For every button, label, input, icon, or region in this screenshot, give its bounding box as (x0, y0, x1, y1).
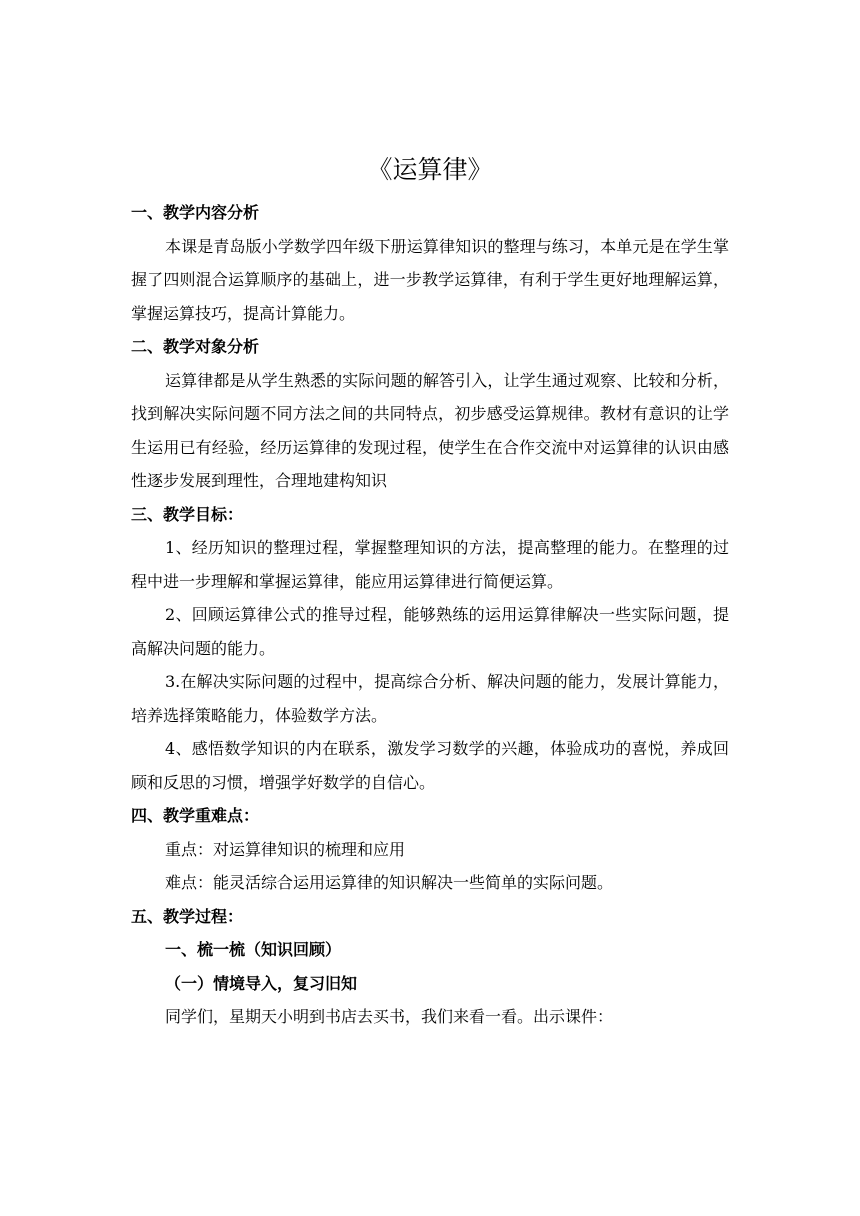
objective-item: 3.在解决实际问题的过程中，提高综合分析、解决问题的能力，发展计算能力，培养选择策略能力，体验数学方法。 (131, 672, 729, 725)
difficult-point: 难点：能灵活综合运用运算律的知识解决一些简单的实际问题。 (165, 873, 614, 892)
subheading-intro: （一）情境导入，复习旧知 (165, 973, 358, 993)
section-heading-process: 五、教学过程： (131, 906, 244, 926)
paragraph: 运算律都是从学生熟悉的实际问题的解答引入，让学生通过观察、比较和分析，找到解决实际问题不同方法之间的共同特点，初步感受运算规律。教材有意识的让学生运用已有经验，经历运算律的发现过程，使学生在合作交流中对运算律的认识由感性逐步发展到理性，合理地建构知识 (131, 370, 729, 490)
paragraph: 本课是青岛版小学数学四年级下册运算律知识的整理与练习，本单元是在学生掌握了四则混合运算顺序的基础上，进一步教学运算律，有利于学生更好地理解运算，掌握运算技巧，提高计算能力。 (131, 236, 729, 323)
section-heading-key-points: 四、教学重难点： (131, 806, 260, 825)
document-body (131, 196, 729, 1034)
subheading-review: 一、梳一梳（知识回顾） (165, 940, 342, 959)
paragraph: 同学们，星期天小明到书店去买书，我们来看一看。出示课件： (165, 1007, 614, 1026)
objective-item: 4、感悟数学知识的内在联系，激发学习数学的兴趣，体验成功的喜悦，养成回顾和反思的习惯，增强学好数学的自信心。 (131, 739, 729, 792)
objective-item: 2、回顾运算律公式的推导过程，能够熟练的运用运算律解决一些实际问题，提高解决问题的能力。 (131, 605, 729, 658)
key-point: 重点：对运算律知识的梳理和应用 (165, 839, 406, 859)
objective-item: 1、经历知识的整理过程，掌握整理知识的方法，提高整理的能力。在整理的过程中进一步理解和掌握运算律，能应用运算律进行简便运算。 (131, 538, 729, 591)
section-heading-content-analysis: 一、教学内容分析 (131, 203, 260, 222)
section-heading-objectives: 三、教学目标： (131, 504, 244, 524)
document-title: 《运算律》 (367, 155, 493, 184)
section-heading-student-analysis: 二、教学对象分析 (131, 337, 260, 356)
